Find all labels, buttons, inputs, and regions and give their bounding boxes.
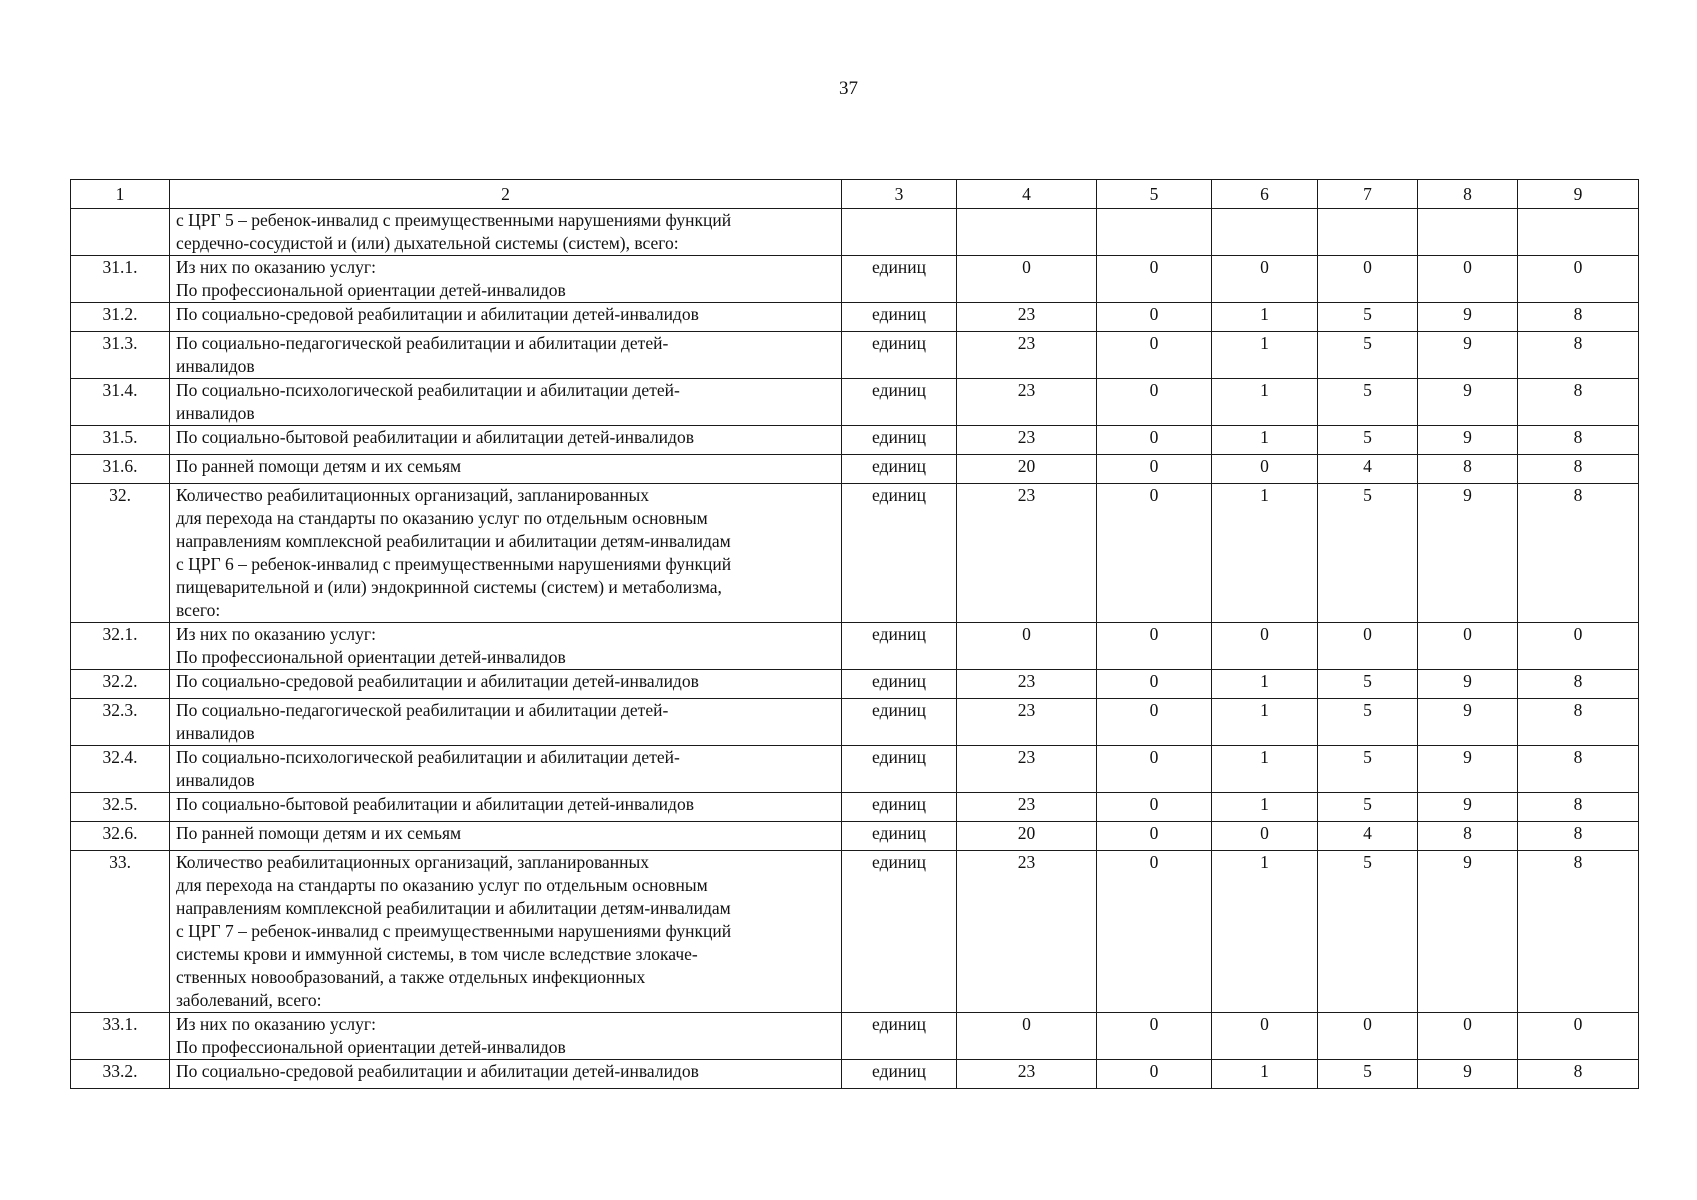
row-value: 9 [1418,746,1518,793]
row-value: 4 [1318,822,1418,851]
row-value: 0 [1318,256,1418,303]
row-description [170,256,842,303]
description-line: всего: [176,600,221,620]
row-unit: единиц [842,455,957,484]
row-value: 23 [957,746,1097,793]
row-value: 9 [1418,303,1518,332]
row-value: 20 [957,455,1097,484]
table-row [71,379,1639,426]
table-row [71,303,1639,332]
row-value: 0 [1097,746,1212,793]
row-number: 33.2. [71,1060,170,1089]
table-row [71,332,1639,379]
data-table [70,179,1639,1089]
table-row [71,822,1639,851]
description-line: Из них по оказанию услуг: [176,624,376,644]
row-value: 23 [957,670,1097,699]
row-number: 32.2. [71,670,170,699]
row-description [170,699,842,746]
row-value: 20 [957,822,1097,851]
row-value: 5 [1318,851,1418,1013]
row-value: 5 [1318,699,1418,746]
row-description [170,379,842,426]
row-value: 1 [1212,699,1318,746]
row-number: 33. [71,851,170,1013]
description-line: По социально-средовой реабилитации и абилитации детей-инвалидов [176,1061,699,1081]
description-line: По социально-средовой реабилитации и абилитации детей-инвалидов [176,671,699,691]
table-row [71,670,1639,699]
description-line: инвалидов [176,356,255,376]
column-header: 3 [842,180,957,209]
row-value: 0 [957,256,1097,303]
row-value: 23 [957,379,1097,426]
row-value: 1 [1212,379,1318,426]
row-number [71,209,170,256]
row-value [957,209,1097,256]
column-header: 5 [1097,180,1212,209]
description-line: По ранней помощи детям и их семьям [176,456,462,476]
row-value: 0 [1097,793,1212,822]
row-number: 31.2. [71,303,170,332]
row-value: 0 [1518,623,1639,670]
row-value: 9 [1418,484,1518,623]
row-description [170,209,842,256]
table-row [71,209,1639,256]
description-line: с ЦРГ 6 – ребенок-инвалид с преимущественными нарушениями функций [176,554,732,574]
row-value: 5 [1318,332,1418,379]
row-value: 0 [1097,379,1212,426]
row-value: 23 [957,426,1097,455]
row-value: 8 [1518,1060,1639,1089]
row-unit: единиц [842,332,957,379]
row-unit: единиц [842,851,957,1013]
row-unit: единиц [842,1013,957,1060]
row-value: 0 [1097,1013,1212,1060]
description-line: По социально-психологической реабилитации и абилитации детей- [176,747,680,767]
description-line: Из них по оказанию услуг: [176,257,376,277]
table-row [71,1013,1639,1060]
row-unit: единиц [842,793,957,822]
table-row [71,746,1639,793]
row-value: 9 [1418,332,1518,379]
description-line: инвалидов [176,770,255,790]
row-value: 8 [1418,822,1518,851]
description-line: По ранней помощи детям и их семьям [176,823,462,843]
row-description [170,303,842,332]
column-header: 7 [1318,180,1418,209]
row-number: 31.4. [71,379,170,426]
row-value: 9 [1418,699,1518,746]
table-row [71,623,1639,670]
description-line: По профессиональной ориентации детей-инвалидов [176,1037,566,1057]
row-value: 0 [1097,455,1212,484]
table-row [71,699,1639,746]
row-value: 0 [1418,623,1518,670]
table-row [71,851,1639,1013]
row-value [1418,209,1518,256]
row-number: 32. [71,484,170,623]
row-number: 31.3. [71,332,170,379]
row-value: 0 [1318,623,1418,670]
row-description [170,822,842,851]
column-header: 9 [1518,180,1639,209]
row-description [170,851,842,1013]
row-value: 0 [1212,822,1318,851]
row-unit: единиц [842,426,957,455]
description-line: Количество реабилитационных организаций, запланированных [176,485,649,505]
description-line: По социально-психологической реабилитации и абилитации детей- [176,380,680,400]
row-value: 1 [1212,426,1318,455]
row-value: 9 [1418,426,1518,455]
description-line: сердечно-сосудистой и (или) дыхательной системы (систем), всего: [176,233,679,253]
row-value: 8 [1518,379,1639,426]
description-line: По социально-педагогической реабилитации и абилитации детей- [176,700,669,720]
row-value: 5 [1318,793,1418,822]
row-number: 32.4. [71,746,170,793]
row-value: 5 [1318,670,1418,699]
description-line: По социально-средовой реабилитации и абилитации детей-инвалидов [176,304,699,324]
row-value: 9 [1418,793,1518,822]
row-number: 32.3. [71,699,170,746]
table-body [71,180,1639,1089]
row-description [170,426,842,455]
row-value: 8 [1518,822,1639,851]
row-unit: единиц [842,746,957,793]
row-value: 0 [1097,623,1212,670]
column-header: 6 [1212,180,1318,209]
row-unit: единиц [842,623,957,670]
row-value: 1 [1212,332,1318,379]
row-value: 1 [1212,793,1318,822]
row-value: 5 [1318,746,1418,793]
row-value: 0 [1418,1013,1518,1060]
row-number: 32.1. [71,623,170,670]
row-description [170,332,842,379]
row-value: 0 [957,623,1097,670]
row-description [170,1060,842,1089]
row-unit [842,209,957,256]
row-value [1318,209,1418,256]
row-value [1097,209,1212,256]
description-line: По социально-педагогической реабилитации и абилитации детей- [176,333,669,353]
description-line: По социально-бытовой реабилитации и абилитации детей-инвалидов [176,794,694,814]
description-line: с ЦРГ 5 – ребенок-инвалид с преимущественными нарушениями функций [176,210,732,230]
description-line: заболеваний, всего: [176,990,322,1010]
description-line: ственных новообразований, а также отдельных инфекционных [176,967,646,987]
row-value: 0 [1097,1060,1212,1089]
table-row [71,426,1639,455]
row-value: 0 [1212,623,1318,670]
row-value: 8 [1518,455,1639,484]
row-value: 0 [1212,455,1318,484]
description-line: По социально-бытовой реабилитации и абилитации детей-инвалидов [176,427,694,447]
row-unit: единиц [842,699,957,746]
row-value: 8 [1518,793,1639,822]
row-number: 31.1. [71,256,170,303]
row-value: 0 [1097,670,1212,699]
row-value: 23 [957,1060,1097,1089]
row-value: 8 [1518,746,1639,793]
row-value: 1 [1212,303,1318,332]
description-line: инвалидов [176,723,255,743]
row-number: 33.1. [71,1013,170,1060]
row-value: 0 [1318,1013,1418,1060]
row-value: 0 [1097,822,1212,851]
table-row [71,793,1639,822]
row-value: 8 [1518,303,1639,332]
row-value: 0 [1097,851,1212,1013]
row-unit: единиц [842,484,957,623]
row-value: 23 [957,793,1097,822]
row-number: 32.5. [71,793,170,822]
row-unit: единиц [842,670,957,699]
row-value: 23 [957,851,1097,1013]
column-header: 8 [1418,180,1518,209]
row-value: 0 [1212,1013,1318,1060]
row-value: 23 [957,332,1097,379]
row-value: 1 [1212,484,1318,623]
row-description [170,793,842,822]
row-value: 5 [1318,484,1418,623]
row-value: 9 [1418,1060,1518,1089]
row-value: 8 [1518,670,1639,699]
row-value: 0 [1097,256,1212,303]
row-value: 0 [1518,1013,1639,1060]
column-header: 4 [957,180,1097,209]
row-number: 31.5. [71,426,170,455]
row-value: 0 [1097,426,1212,455]
column-header: 1 [71,180,170,209]
row-value: 1 [1212,1060,1318,1089]
row-value: 9 [1418,670,1518,699]
description-line: с ЦРГ 7 – ребенок-инвалид с преимущественными нарушениями функций [176,921,732,941]
row-description [170,455,842,484]
description-line: для перехода на стандарты по оказанию услуг по отдельным основным [176,875,708,895]
table-row [71,1060,1639,1089]
row-value: 8 [1518,851,1639,1013]
row-value: 5 [1318,426,1418,455]
description-line: направлениям комплексной реабилитации и абилитации детям-инвалидам [176,531,731,551]
description-line: системы крови и иммунной системы, в том числе вследствие злокаче- [176,944,698,964]
row-value: 0 [1418,256,1518,303]
row-value: 5 [1318,1060,1418,1089]
row-value: 8 [1518,332,1639,379]
row-description [170,623,842,670]
description-line: для перехода на стандарты по оказанию услуг по отдельным основным [176,508,708,528]
row-description [170,484,842,623]
row-value: 0 [1097,484,1212,623]
row-value: 1 [1212,670,1318,699]
row-value: 9 [1418,851,1518,1013]
row-value: 8 [1518,484,1639,623]
description-line: направлениям комплексной реабилитации и абилитации детям-инвалидам [176,898,731,918]
row-value: 0 [1097,303,1212,332]
description-line: Количество реабилитационных организаций, запланированных [176,852,649,872]
row-value: 9 [1418,379,1518,426]
row-value: 8 [1418,455,1518,484]
row-value: 0 [1097,332,1212,379]
description-line: инвалидов [176,403,255,423]
row-value: 23 [957,484,1097,623]
description-line: пищеварительной и (или) эндокринной системы (систем) и метаболизма, [176,577,722,597]
row-value: 1 [1212,746,1318,793]
row-unit: единиц [842,303,957,332]
row-unit: единиц [842,822,957,851]
description-line: По профессиональной ориентации детей-инвалидов [176,647,566,667]
row-unit: единиц [842,1060,957,1089]
row-value: 5 [1318,379,1418,426]
table-row [71,455,1639,484]
row-number: 31.6. [71,455,170,484]
row-value: 8 [1518,426,1639,455]
table-row [71,256,1639,303]
row-value: 0 [1518,256,1639,303]
column-number-row [71,180,1639,209]
row-number: 32.6. [71,822,170,851]
row-value: 5 [1318,303,1418,332]
description-line: По профессиональной ориентации детей-инвалидов [176,280,566,300]
row-description [170,746,842,793]
row-description [170,1013,842,1060]
row-value: 0 [1212,256,1318,303]
row-value: 4 [1318,455,1418,484]
row-value: 23 [957,303,1097,332]
row-value [1212,209,1318,256]
page-number: 37 [839,78,858,99]
row-value: 8 [1518,699,1639,746]
row-value: 0 [1097,699,1212,746]
row-value: 0 [957,1013,1097,1060]
row-value [1518,209,1639,256]
table-row [71,484,1639,623]
row-unit: единиц [842,256,957,303]
description-line: Из них по оказанию услуг: [176,1014,376,1034]
column-header: 2 [170,180,842,209]
row-value: 23 [957,699,1097,746]
row-value: 1 [1212,851,1318,1013]
row-description [170,670,842,699]
row-unit: единиц [842,379,957,426]
